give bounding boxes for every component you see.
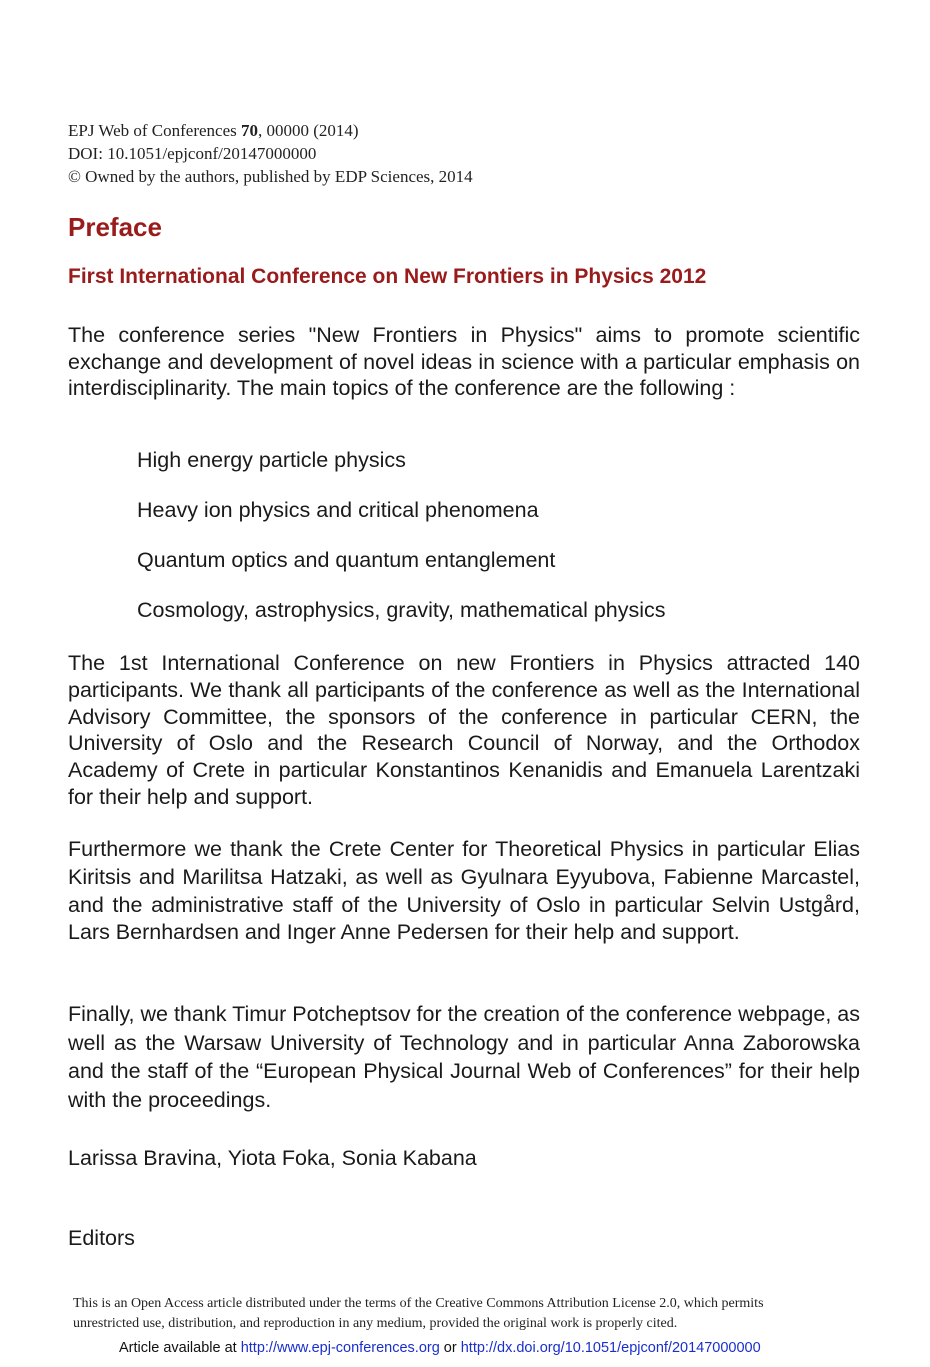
article-info: , 00000 (2014): [258, 121, 359, 140]
doi-line: DOI: 10.1051/epjconf/20147000000: [68, 144, 317, 163]
intro-paragraph: The conference series "New Frontiers in Physics" aims to promote scientific exchange and development of novel ideas in science with a particular emphasis on interdisciplinarity. The main topics of the conference are the following :: [68, 323, 860, 400]
acknowledgement-paragraph: The 1st International Conference on new Frontiers in Physics attracted 140 participants. We thank all participants of the conference as well as the International Advisory Committee, the sponsors of the conference in particular CERN, the University of Oslo and the Research Council of Norway, and the Orthodox Academy of Crete in particular Konstantinos Kenanidis and Emanuela Larentzaki for their help and support.: [68, 651, 860, 809]
journal-volume: 70: [241, 121, 258, 140]
license-notice: [73, 1294, 863, 1334]
page-title: Preface: [68, 212, 162, 242]
acknowledgement-paragraph: Finally, we thank Timur Potcheptsov for the creation of the conference webpage, as well as the Warsaw University of Technology and in particular Anna Zaborowska and the staff of the “European Physical Journal Web of Conferences” for their help with the proceedings.: [68, 1002, 860, 1112]
copyright-line: © Owned by the authors, published by EDP Sciences, 2014: [68, 167, 473, 186]
topic-item: Quantum optics and quantum entanglement: [137, 548, 556, 572]
topic-item: Heavy ion physics and critical phenomena: [137, 498, 539, 522]
or-text: or: [439, 1340, 461, 1356]
acknowledgement-paragraph: Furthermore we thank the Crete Center for Theoretical Physics in particular Elias Kiritsis and Marilitsa Hatzaki, as well as Gyulnara Eyyubova, Fabienne Marcastel, and the administrative staff of the University of Oslo in particular Selvin Ustgård, Lars Bernhardsen and Inger Anne Pedersen for their help and support.: [68, 837, 860, 945]
epj-conferences-link[interactable]: http://www.epj-conferences.org: [240, 1340, 440, 1356]
availability-prefix: Article available at: [119, 1340, 241, 1356]
editors-label: Editors: [68, 1226, 135, 1250]
doi-link[interactable]: http://dx.doi.org/10.1051/epjconf/20147000000: [460, 1340, 761, 1356]
journal-citation: [68, 119, 768, 142]
license-line: This is an Open Access article distributed under the terms of the Creative Commons Attribution License 2.0, which permits: [73, 1296, 764, 1311]
availability-line: [119, 1340, 761, 1356]
topic-item: Cosmology, astrophysics, gravity, mathematical physics: [137, 598, 666, 622]
topics-list: [137, 446, 666, 646]
signers-line: Larissa Bravina, Yiota Foka, Sonia Kabana: [68, 1146, 477, 1170]
license-line: unrestricted use, distribution, and reproduction in any medium, provided the original work is properly cited.: [73, 1316, 678, 1331]
topic-item: High energy particle physics: [137, 448, 406, 472]
journal-name: EPJ Web of Conferences: [68, 121, 241, 140]
conference-subtitle: First International Conference on New Frontiers in Physics 2012: [68, 265, 707, 288]
journal-header: [68, 119, 768, 188]
